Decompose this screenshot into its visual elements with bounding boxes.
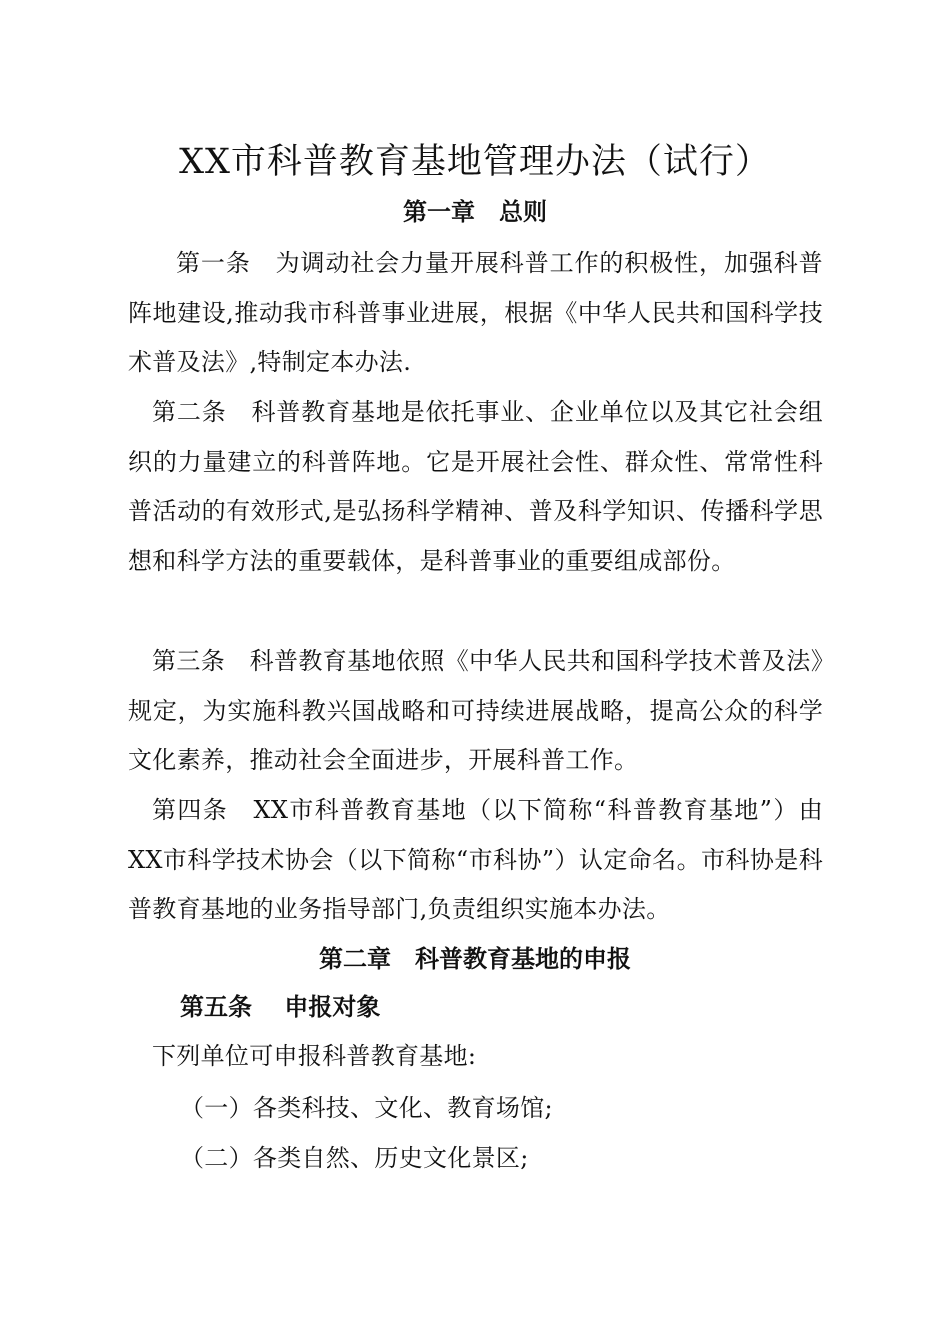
article-paragraph: 第一条 为调动社会力量开展科普工作的积极性，加强科普阵地建设,推动我市科普事业进展，根据《中华人民共和国科学技术普及法》,特制定本办法. — [128, 249, 823, 377]
chapter-heading-application: 第二章 科普教育基地的申报 — [319, 945, 631, 973]
article-paragraph: 第三条 科普教育基地依照《中华人民共和国科学技术普及法》规定，为实施科教兴国战略和可持续进展战略，提高公众的科学文化素养，推动社会全面进步，开展科普工作。 — [128, 647, 823, 775]
article-paragraph: 第四条 XX市科普教育基地（以下简称“科普教育基地”）由XX市科学技术协会（以下简称“市科协”）认定命名。市科协是科普教育基地的业务指导部门,负责组织实施本办法。 — [128, 796, 823, 924]
document-title: XX市科普教育基地管理办法（试行） — [179, 142, 771, 182]
list-item: （一）各类科技、文化、教育场馆; — [180, 1094, 553, 1122]
list-intro: 下列单位可申报科普教育基地: — [152, 1042, 477, 1070]
article-heading: 第五条 申报对象 — [180, 993, 381, 1021]
article-paragraph: 第二条 科普教育基地是依托事业、企业单位以及其它社会组织的力量建立的科普阵地。它是开展社会性、群众性、常常性科普活动的有效形式,是弘扬科学精神、普及科学知识、传播科学思想和科学方法的重要载体，是科普事业的重要组成部份。 — [128, 398, 823, 575]
list-item: （二）各类自然、历史文化景区; — [180, 1144, 529, 1172]
chapter-heading-general: 第一章 总则 — [403, 198, 547, 226]
